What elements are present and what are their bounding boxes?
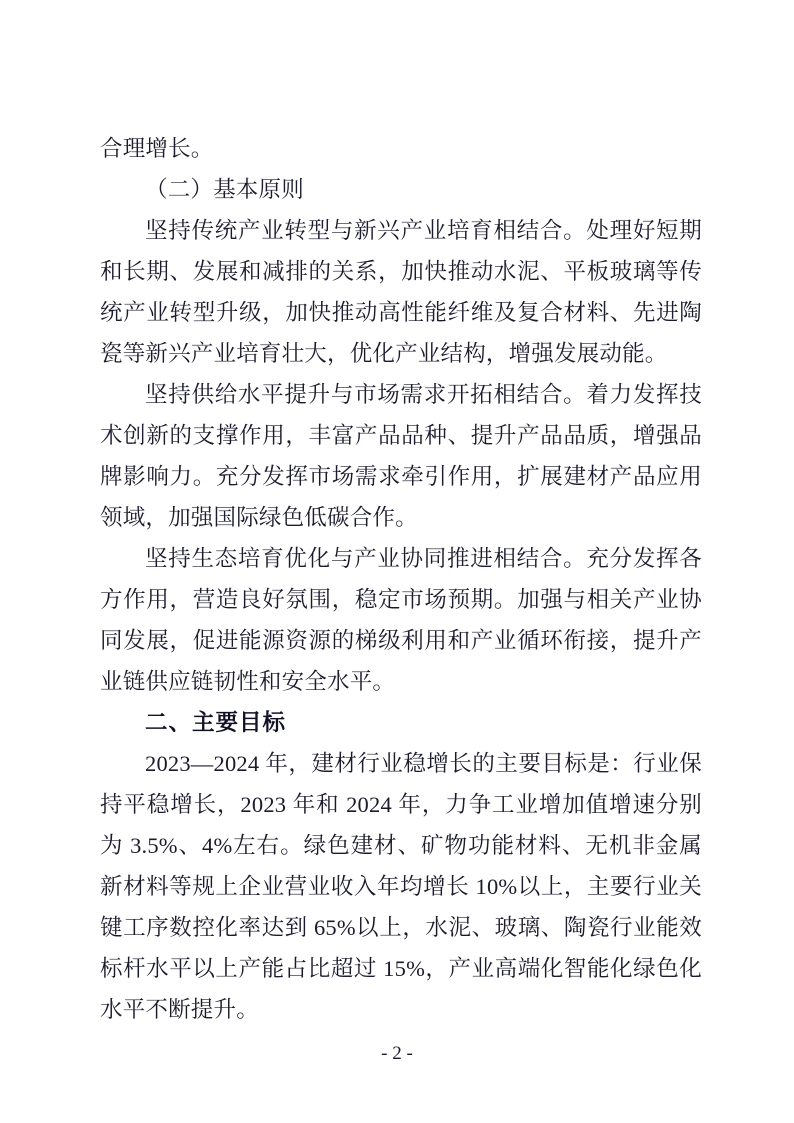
subheading-basic-principles: （二）基本原则 — [145, 177, 304, 202]
page-number-footer: - 2 - — [381, 1043, 413, 1064]
paragraph-principle-two: 坚持供给水平提升与市场需求开拓相结合。着力发挥技术创新的支撑作用，丰富产品品种、提升产品品质，增强品牌影响力。充分发挥市场需求牵引作用，扩展建材产品应用领域，加强国际绿色低碳合作。 — [100, 382, 702, 530]
paragraph-principle-three: 坚持生态培育优化与产业协同推进相结合。充分发挥各方作用，营造良好氛围，稳定市场预期。加强与相关产业协同发展，促进能源资源的梯级利用和产业循环衔接，提升产业链供应链韧性和安全水平。 — [100, 546, 702, 694]
heading-main-goals: 二、主要目标 — [145, 710, 287, 735]
document-body — [100, 128, 702, 1030]
paragraph-principle-one: 坚持传统产业转型与新兴产业培育相结合。处理好短期和长期、发展和减排的关系，加快推动水泥、平板玻璃等传统产业转型升级，加快推动高性能纤维及复合材料、先进陶瓷等新兴产业培育壮大，优化产业结构，增强发展动能。 — [100, 218, 702, 366]
paragraph-continued: 合理增长。 — [100, 136, 214, 161]
paragraph-main-goals: 2023—2024 年，建材行业稳增长的主要目标是：行业保持平稳增长，2023 年和 2024 年，力争工业增加值增速分别为 3.5%、4%左右。绿色建材、矿物功能材料、无机非金属新材料等规上企业营业收入年均增长 10%以上，主要行业关键工序数控化率达到 65%以上，水泥、玻璃、陶瓷行业能效标杆水平以上产能占比超过 15%，产业高端化智能化绿色化水平不断提升。 — [100, 751, 702, 1022]
